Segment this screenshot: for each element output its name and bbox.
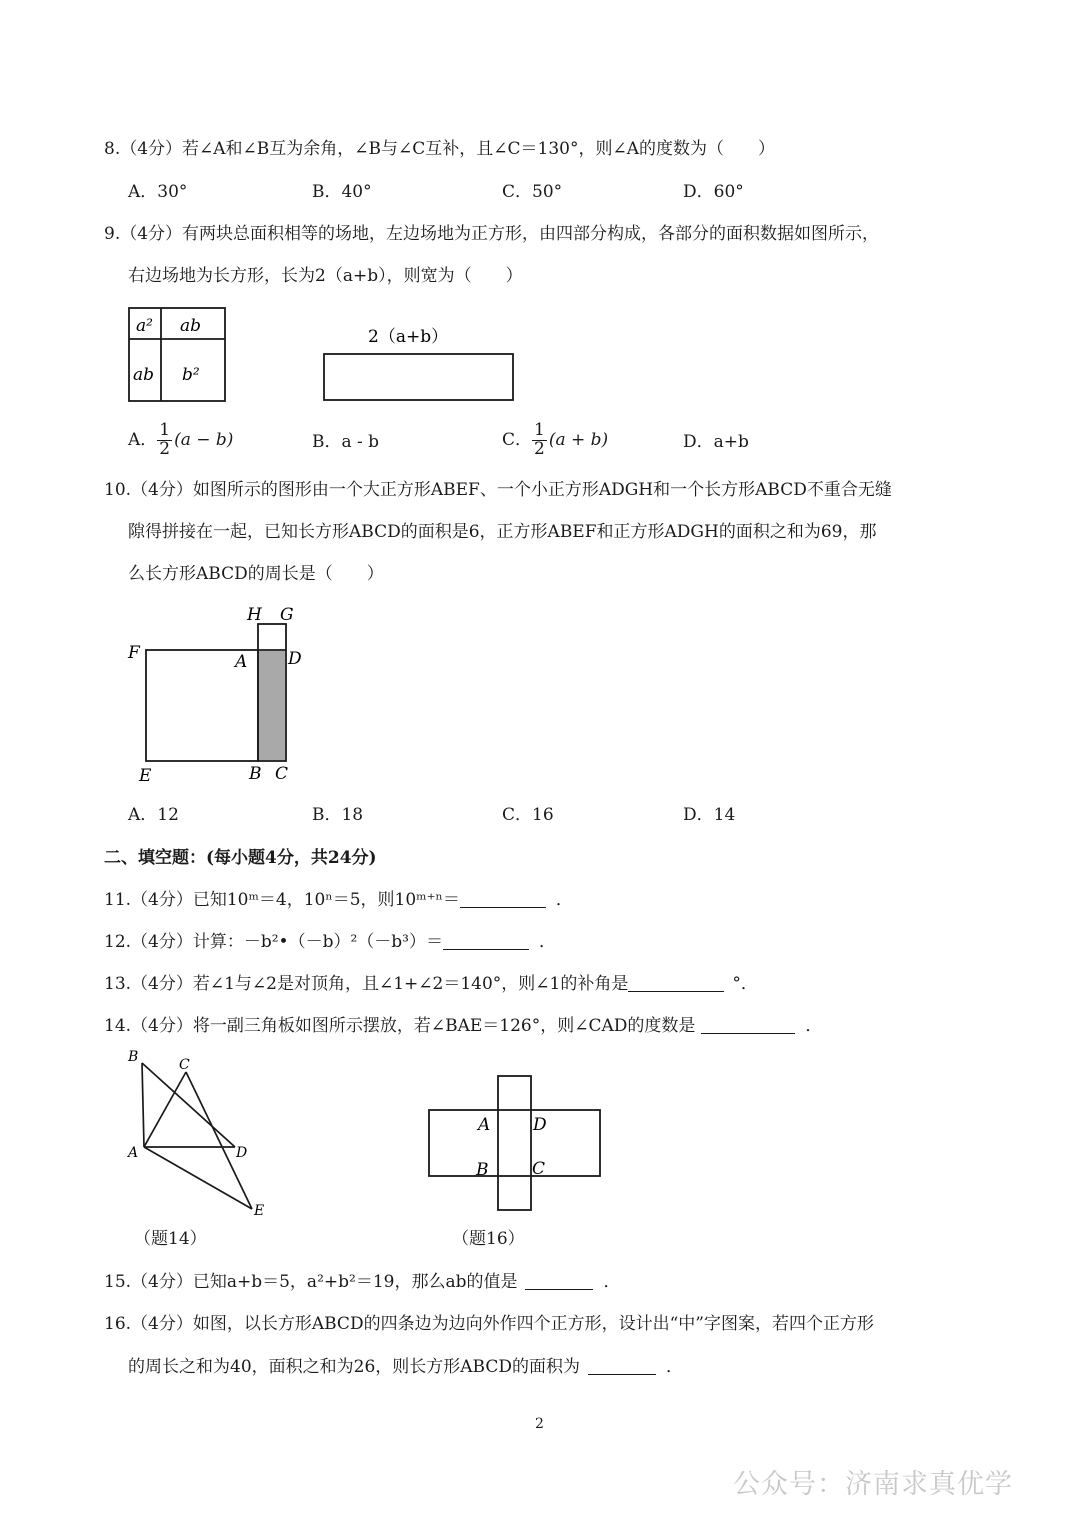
q8-option-a: A．30°	[128, 182, 188, 202]
q10-point-d: D	[288, 649, 302, 669]
q11-answer-blank[interactable]	[460, 906, 546, 908]
q9-rectangle	[324, 354, 513, 400]
q9-option-c-prefix: C．	[502, 429, 533, 450]
q10-option-c: C．16	[502, 805, 554, 825]
q9-option-a	[128, 422, 233, 459]
q9-option-c	[502, 422, 608, 459]
q9-option-a-prefix: A．	[128, 429, 158, 450]
q9-option-c-den: 2	[534, 438, 545, 459]
q10-figure	[120, 600, 320, 790]
q16-point-a: A	[478, 1115, 491, 1135]
q14-point-c: C	[179, 1057, 190, 1073]
q16-zhong-pattern	[429, 1076, 600, 1210]
page-number: 2	[535, 1416, 544, 1432]
q9-cell-a2: a²	[136, 316, 153, 336]
q12-stem: 12.（4分）计算：－b²•（－b）²（－b³）＝	[104, 932, 443, 952]
q13-answer-blank[interactable]	[628, 990, 724, 992]
q13	[104, 974, 758, 994]
q10-point-b: B	[249, 764, 262, 784]
q10-stem-line2: 隙得拼接在一起，已知长方形ABCD的面积是6，正方形ABEF和正方形ADGH的面积之和为69，那	[128, 522, 877, 542]
q14	[104, 1016, 822, 1036]
q9-cell-ab-top: ab	[180, 316, 202, 336]
q14-triangles	[142, 1063, 252, 1209]
q10-point-c: C	[275, 764, 289, 784]
q15-answer-blank[interactable]	[525, 1288, 593, 1290]
q8-stem: 8.（4分）若∠A和∠B互为余角，∠B与∠C互补，且∠C＝130°，则∠A的度数为（ ）	[104, 139, 776, 159]
q11	[104, 890, 573, 910]
q14-end: ．	[805, 1016, 823, 1036]
q16-point-c: C	[532, 1159, 546, 1179]
q14-stem: 14.（4分）将一副三角板如图所示摆放，若∠BAE＝126°，则∠CAD的度数是	[104, 1016, 696, 1036]
q14-line-ba	[142, 1063, 144, 1147]
q16-line2	[128, 1357, 683, 1377]
q9-figure	[120, 300, 540, 410]
q9-option-c-expr: (a + b)	[548, 429, 609, 450]
q9-option-a-expr: (a − b)	[174, 429, 234, 450]
q16-point-d: D	[533, 1115, 547, 1135]
q10-shaded-rectangle	[259, 651, 285, 760]
q12	[104, 932, 556, 952]
q16-stem-line1: 16.（4分）如图，以长方形ABCD的四条边为边向外作四个正方形，设计出“中”字图案，若四个正方形	[104, 1314, 874, 1334]
q10-option-b: B．18	[312, 805, 364, 825]
q12-end: ．	[538, 932, 556, 952]
q16-stem-line2: 的周长之和为40，面积之和为26，则长方形ABCD的面积为	[128, 1357, 580, 1377]
q10-option-a: A．12	[128, 805, 179, 825]
q10-point-f: F	[128, 643, 140, 663]
q9-option-a-den: 2	[159, 438, 171, 459]
q10-stem-line1: 10.（4分）如图所示的图形由一个大正方形ABEF、一个小正方形ADGH和一个长方形ABCD不重合无缝	[104, 480, 892, 500]
q9-option-d: D．a+b	[683, 432, 749, 452]
q10-point-h: H	[247, 605, 262, 625]
q14-point-d: D	[236, 1145, 248, 1161]
q8-option-b: B．40°	[312, 182, 372, 202]
q16-vertical-band	[498, 1076, 531, 1210]
q11-end: ．	[555, 890, 573, 910]
q16-horizontal-band	[429, 1110, 600, 1176]
q9-option-c-frac	[532, 422, 547, 459]
q9-option-a-frac	[157, 422, 172, 459]
q9-cell-b2: b²	[182, 365, 200, 385]
q15-end: ．	[603, 1272, 621, 1292]
watermark-text: 公众号：济南求真优学	[733, 1469, 1013, 1500]
q10-point-g: G	[280, 605, 294, 625]
q14-answer-blank[interactable]	[701, 1032, 795, 1034]
q16-caption: （题16）	[452, 1229, 525, 1249]
q8-option-d: D．60°	[683, 182, 744, 202]
q16-answer-blank[interactable]	[588, 1373, 656, 1375]
q14-line-ce	[186, 1072, 252, 1209]
section-title-fill-in: 二、填空题：(每小题4分，共24分)	[104, 848, 377, 868]
q10-stem-line3: 么长方形ABCD的周长是（ ）	[128, 564, 384, 584]
q10-option-d: D．14	[683, 805, 736, 825]
q9-stem-line2: 右边场地为长方形，长为2（a+b），则宽为（ ）	[128, 266, 523, 286]
q9-cell-ab-left: ab	[133, 365, 155, 385]
q8-option-c: C．50°	[502, 182, 563, 202]
q16-end: ．	[666, 1357, 683, 1377]
q13-stem: 13.（4分）若∠1与∠2是对顶角，且∠1+∠2＝140°，则∠1的补角是	[104, 974, 629, 994]
q10-point-e: E	[139, 766, 152, 786]
q9-option-a-num: 1	[159, 420, 171, 440]
q16-figure	[420, 1070, 610, 1215]
q10-point-a: A	[235, 652, 248, 672]
q13-end: °．	[732, 974, 758, 994]
q14-point-e: E	[254, 1203, 265, 1219]
q15-stem: 15.（4分）已知a+b＝5，a²+b²＝19，那么ab的值是	[104, 1272, 518, 1292]
q9-stem-line1: 9.（4分）有两块总面积相等的场地，左边场地为正方形，由四部分构成，各部分的面积数据如图所示，	[104, 224, 880, 244]
q16-point-b: B	[476, 1160, 489, 1180]
q14-point-a: A	[128, 1145, 139, 1161]
q14-caption: （题14）	[134, 1229, 207, 1249]
q9-option-c-num: 1	[534, 420, 545, 440]
q9-rect-label: 2（a+b）	[368, 327, 449, 347]
q14-figure	[120, 1042, 280, 1224]
q11-stem: 11.（4分）已知10ᵐ＝4，10ⁿ＝5，则10ᵐ⁺ⁿ＝	[104, 890, 460, 910]
q12-answer-blank[interactable]	[443, 948, 529, 950]
q15	[104, 1272, 620, 1292]
q9-option-b: B．a - b	[312, 432, 380, 452]
q14-point-b: B	[128, 1049, 139, 1065]
